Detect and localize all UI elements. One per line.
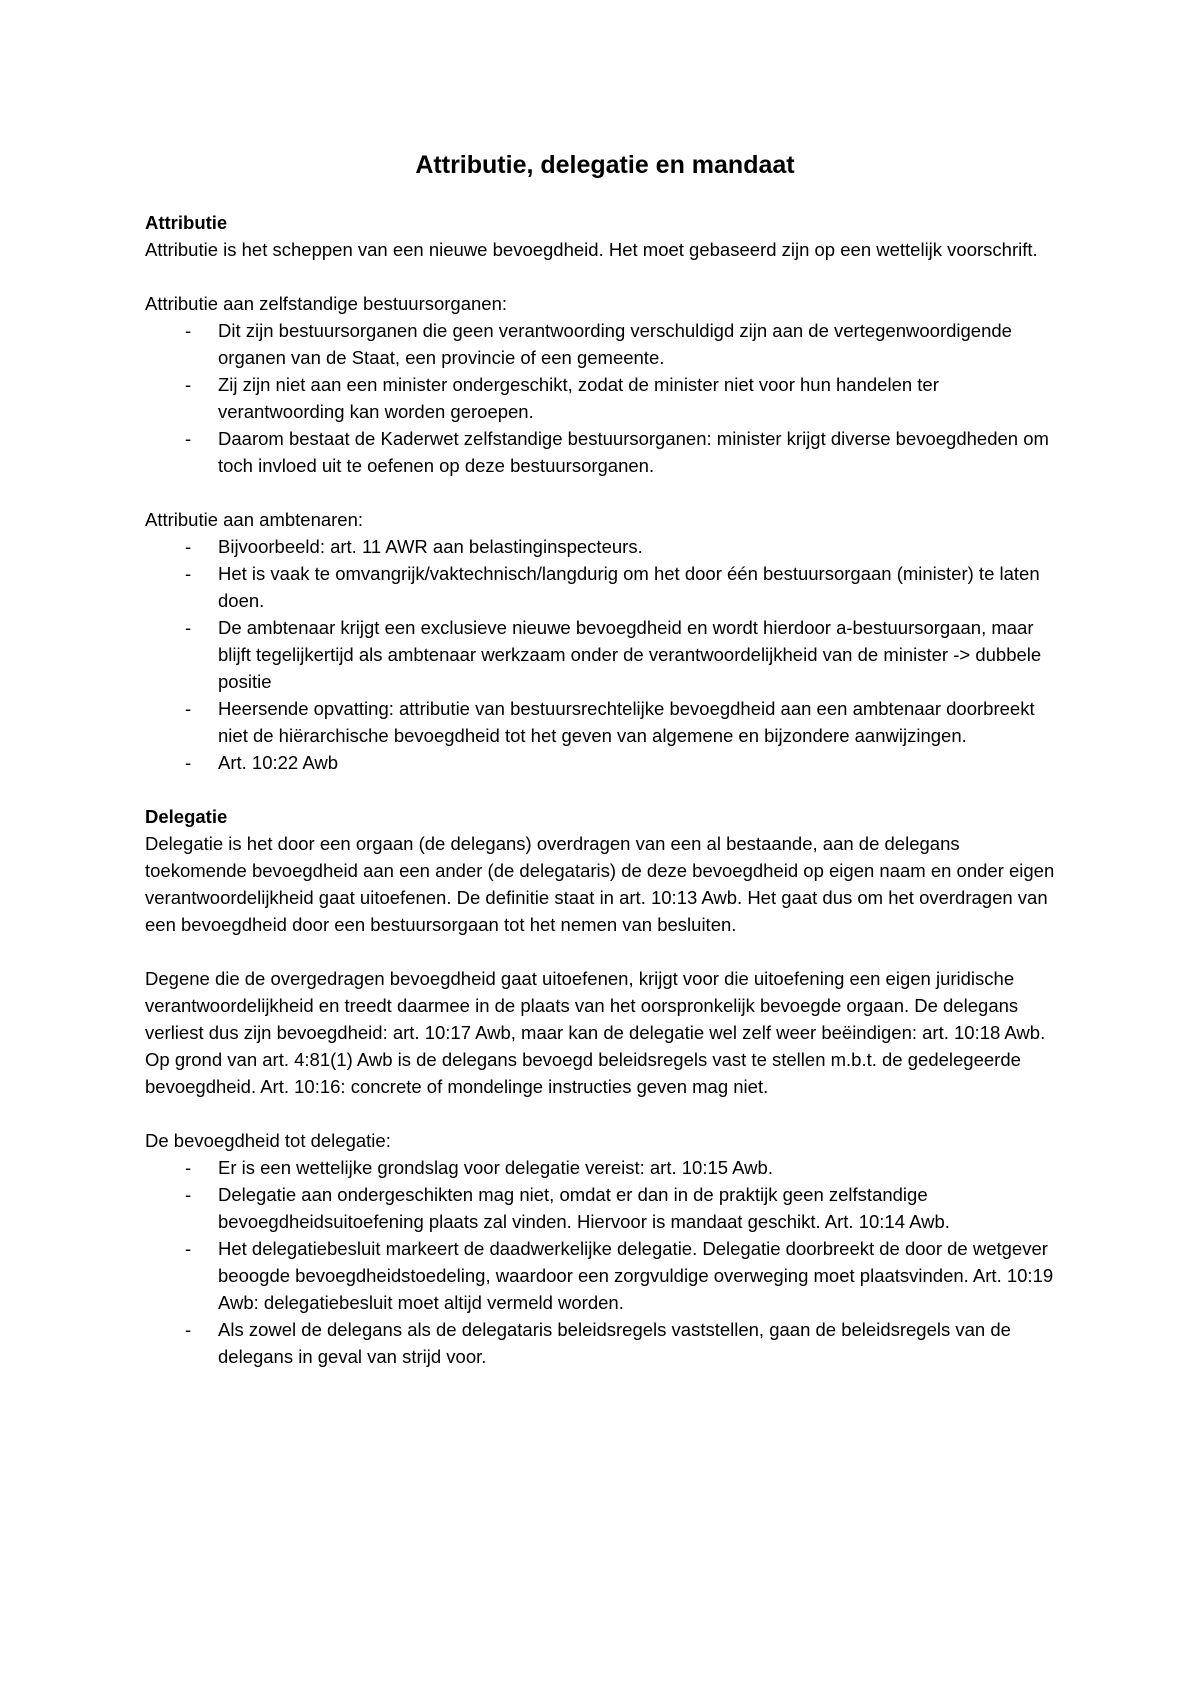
list-item: - Het is vaak te omvangrijk/vaktechnisch/langdurig om het door één bestuursorgaan (minister) te laten doen. bbox=[145, 560, 1065, 614]
list-item: - Er is een wettelijke grondslag voor delegatie vereist: art. 10:15 Awb. bbox=[145, 1154, 1065, 1181]
delegatie-paragraph-1: Delegatie is het door een orgaan (de delegans) overdragen van een al bestaande, aan de delegans toekomende bevoegdheid aan een ander (de delegataris) de deze bevoegdheid op eigen naam en onder eigen verantwoordelijkheid gaat uitoefenen. De definitie staat in art. 10:13 Awb. Het gaat dus om het overdragen van een bevoegdheid door een bestuursorgaan tot het nemen van besluiten. bbox=[145, 833, 1055, 935]
ambtenaren-list bbox=[145, 533, 1065, 776]
list-item: - Als zowel de delegans als de delegataris beleidsregels vaststellen, gaan de beleidsregels van de delegans in geval van strijd voor. bbox=[145, 1316, 1065, 1370]
list-item: - Daarom bestaat de Kaderwet zelfstandige bestuursorganen: minister krijgt diverse bevoegdheden om toch invloed uit te oefenen op deze bestuursorganen. bbox=[145, 425, 1065, 479]
list-item: - Art. 10:22 Awb bbox=[145, 749, 1065, 776]
list-item: - Delegatie aan ondergeschikten mag niet, omdat er dan in de praktijk geen zelfstandige bevoegdheidsuitoefening plaats zal vinden. Hiervoor is mandaat geschikt. Art. 10:14 Awb. bbox=[145, 1181, 1065, 1235]
ambtenaren-lead: Attributie aan ambtenaren: bbox=[145, 509, 364, 530]
list-item: - Bijvoorbeeld: art. 11 AWR aan belastinginspecteurs. bbox=[145, 533, 1065, 560]
bevoegdheid-lead: De bevoegdheid tot delegatie: bbox=[145, 1130, 391, 1151]
zelfstandig-lead: Attributie aan zelfstandige bestuursorganen: bbox=[145, 293, 508, 314]
spacer bbox=[145, 479, 1065, 506]
list-item: - De ambtenaar krijgt een exclusieve nieuwe bevoegdheid en wordt hierdoor a-bestuursorgaan, maar blijft tegelijkertijd als ambtenaar werkzaam onder de verantwoordelijkheid van de minister -> dubbele positie bbox=[145, 614, 1065, 695]
list-item: - Dit zijn bestuursorganen die geen verantwoording verschuldigd zijn aan de vertegenwoordigende organen van de Staat, een provincie of een gemeente. bbox=[145, 317, 1065, 371]
bevoegdheid-list bbox=[145, 1154, 1065, 1370]
page-title: Attributie, delegatie en mandaat bbox=[415, 151, 795, 179]
zelfstandig-list bbox=[145, 317, 1065, 479]
delegatie-paragraph-2: Degene die de overgedragen bevoegdheid gaat uitoefenen, krijgt voor die uitoefening een eigen juridische verantwoordelijkheid en treedt daarmee in de plaats van het oorspronkelijk bevoegde orgaan. De delegans verliest dus zijn bevoegdheid: art. 10:17 Awb, maar kan de delegatie wel zelf weer beëindigen: art. 10:18 Awb. Op grond van art. 4:81(1) Awb is de delegans bevoegd beleidsregels vast te stellen m.b.t. de gedelegeerde bevoegdheid. Art. 10:16: concrete of mondelinge instructies geven mag niet. bbox=[145, 968, 1046, 1097]
spacer bbox=[145, 263, 1065, 290]
attributie-intro: Attributie is het scheppen van een nieuwe bevoegdheid. Het moet gebaseerd zijn op een wettelijk voorschrift. bbox=[145, 239, 1038, 260]
spacer bbox=[145, 938, 1065, 965]
spacer bbox=[145, 776, 1065, 803]
spacer bbox=[145, 1100, 1065, 1127]
document-page bbox=[145, 148, 1065, 1370]
list-item: - Heersende opvatting: attributie van bestuursrechtelijke bevoegdheid aan een ambtenaar doorbreekt niet de hiërarchische bevoegdheid tot het geven van algemene en bijzondere aanwijzingen. bbox=[145, 695, 1065, 749]
section-heading-attributie: Attributie bbox=[145, 212, 228, 233]
section-heading-delegatie: Delegatie bbox=[145, 806, 228, 827]
list-item: - Het delegatiebesluit markeert de daadwerkelijke delegatie. Delegatie doorbreekt de door de wetgever beoogde bevoegdheidstoedeling, waardoor een zorgvuldige overweging moet plaatsvinden. Art. 10:19 Awb: delegatiebesluit moet altijd vermeld worden. bbox=[145, 1235, 1065, 1316]
list-item: - Zij zijn niet aan een minister ondergeschikt, zodat de minister niet voor hun handelen ter verantwoording kan worden geroepen. bbox=[145, 371, 1065, 425]
